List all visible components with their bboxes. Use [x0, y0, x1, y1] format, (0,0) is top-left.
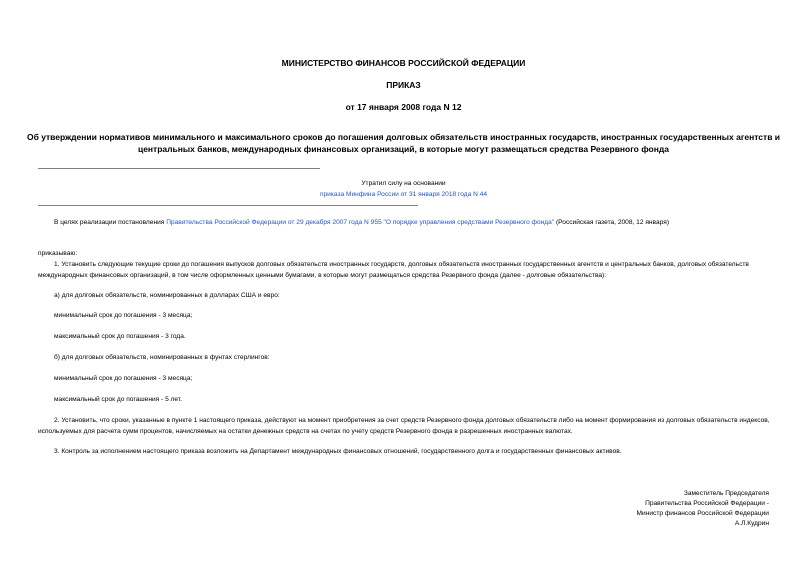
item-1a-max-term: максимальный срок до погашения - 3 года. — [54, 333, 186, 340]
doc-type-heading: ПРИКАЗ — [386, 80, 421, 90]
signatory-name: А.Л.Кудрин — [734, 520, 769, 527]
item-1a-paragraph: а) для долговых обязательств, номинированных в долларах США и евро: — [54, 292, 280, 299]
government-decree-link[interactable]: Правительства Российской Федерации от 29 декабря 2007 года N 955 "О порядке управления средствами Резервного фонда" — [166, 219, 555, 226]
item-1a-min-term: минимальный срок до погашения - 3 месяца; — [54, 312, 193, 319]
preamble-prefix: В целях реализации постановления — [54, 219, 167, 226]
divider-bottom — [38, 205, 418, 206]
preamble-paragraph — [38, 218, 773, 229]
order-word: приказываю: — [38, 250, 78, 257]
item-1b-min-term: минимальный срок до погашения - 3 месяца; — [54, 375, 193, 382]
signature-position-line-3: Министр финансов Российской Федерации — [636, 510, 769, 517]
repeal-order-link[interactable]: приказа Минфина России от 31 января 2018 года N 44 — [319, 191, 488, 198]
document-title: Об утверждении нормативов минимального и максимального сроков до погашения долговых обязательств иностранных государств, иностранных государственных агентств и центральных банков, международных финансовых организаций, в которые могут размещаться средства Резервного фонда — [26, 132, 781, 154]
signature-position-line-1: Заместитель Председателя — [683, 490, 769, 497]
preamble-suffix: (Российская газета, 2008, 12 января) — [554, 219, 670, 226]
item-1b-paragraph: б) для долговых обязательств, номинированных в фунтах стерлингов: — [54, 354, 270, 361]
validity-note-row — [0, 190, 807, 200]
date-number-heading: от 17 января 2008 года N 12 — [345, 102, 462, 112]
item-1-paragraph: 1. Установить следующие текущие сроки до погашения выпусков долговых обязательств иностранных государств, долговых обязательств иностранных государственных агентств и центральных банков, долговых обязательств международных финансовых организаций, в том числе оформленных ценными бумагами, в которые могут размещаться средства Резервного фонда (далее - долговые обязательства): — [38, 261, 749, 279]
divider-top — [38, 168, 320, 169]
signature-position-line-2: Правительства Российской Федерации - — [645, 500, 769, 507]
item-1b-max-term: максимальный срок до погашения - 5 лет. — [54, 396, 183, 403]
item-3-paragraph: 3. Контроль за исполнением настоящего приказа возложить на Департамент международных финансовых отношений, государственного долга и государственных финансовых активов. — [54, 448, 622, 455]
ministry-heading: МИНИСТЕРСТВО ФИНАНСОВ РОССИЙСКОЙ ФЕДЕРАЦИИ — [281, 58, 526, 68]
validity-note-line: Утратил силу на основании — [361, 180, 446, 187]
item-2-paragraph: 2. Установить, что сроки, указанные в пункте 1 настоящего приказа, действуют на момент приобретения за счет средств Резервного фонда долговых обязательств либо на момент формирования из долговых обязательств индексов, используемых для расчета сумм процентов, начисляемых на остатки денежных средств на счетах по учету средств Резервного фонда в разрешенных иностранных валютах. — [38, 417, 770, 435]
